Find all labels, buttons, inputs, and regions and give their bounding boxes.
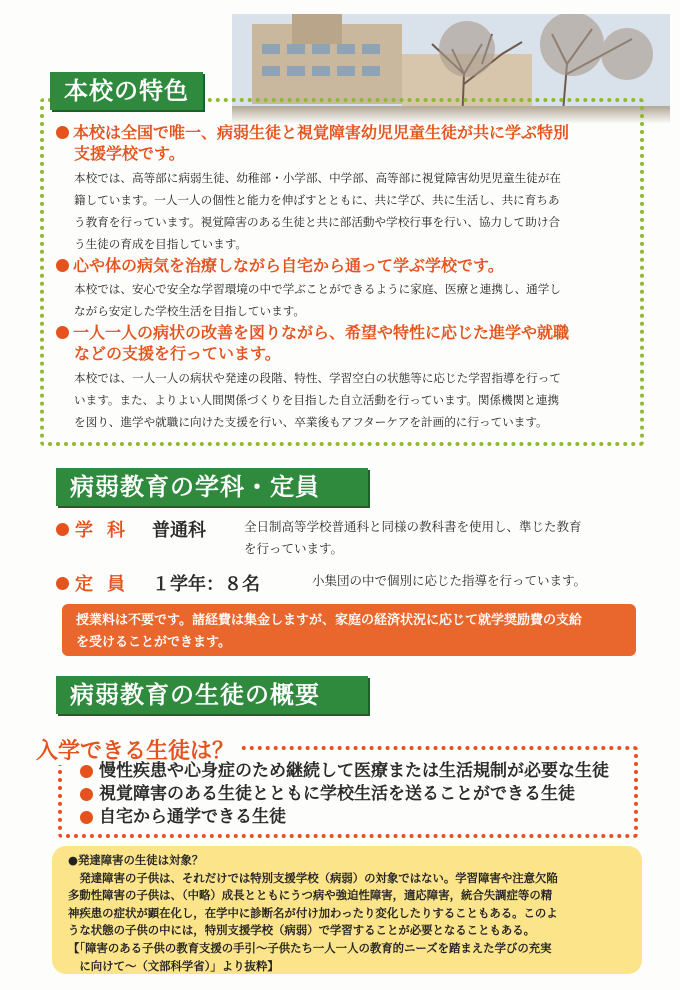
bullet-dot-icon: [80, 765, 93, 778]
list-item: 慢性疾患や心身症のため継続して医療または生活規制が必要な生徒: [80, 760, 630, 783]
bullet-dot-icon: [56, 126, 69, 139]
section-title-course: 病弱教育の学科・定員: [56, 468, 368, 506]
feature-heading-1: 本校は全国で唯一、病弱生徒と視覚障害幼児児童生徒が共に学ぶ特別: [56, 122, 636, 143]
bullet-dot-icon: [80, 811, 93, 824]
course-value: 普通科: [152, 520, 206, 541]
tuition-note: 授業料は不要です。諸経費は集金しますが、家庭の経済状況に応じて就学奨励費の支給 を受けることができます。: [62, 604, 636, 656]
feature-body-2: 本校では、安心で安全な学習環境の中で学ぶことができるように家庭、医療と連携し、通学し ながら安定した学校生活を目指しています。: [74, 282, 561, 318]
section-title-features: 本校の特色: [50, 72, 203, 110]
bullet-dot-icon: [80, 788, 93, 801]
section-title-students: 病弱教育の生徒の概要: [56, 676, 368, 714]
capacity-row: [56, 570, 656, 596]
capacity-value: １学年：８名: [152, 574, 260, 595]
feature-heading-3-cont: などの支援を行っています。: [74, 344, 281, 363]
list-item: 自宅から通学できる生徒: [80, 806, 630, 829]
bullet-dot-icon: [56, 577, 69, 590]
bullet-dot-icon: [56, 326, 69, 339]
list-item: 視覚障害のある生徒とともに学校生活を送ることができる生徒: [80, 783, 630, 806]
capacity-label: 定員: [56, 570, 152, 596]
feature-heading-2: 心や体の病気を治療しながら自宅から通って学ぶ学校です。: [56, 255, 636, 276]
course-label: 学科: [56, 516, 152, 542]
course-row: [56, 516, 646, 560]
bullet-dot-icon: [56, 259, 69, 272]
course-description: 全日制高等学校普通科と同様の教科書を使用し、準じた教育 を行っています。: [244, 519, 582, 556]
feature-heading-1-cont: 支援学校です。: [74, 144, 185, 163]
developmental-disorder-note: ●発達障害の生徒は対象？ 発達障害の子供は、それだけでは特別支援学校（病弱）の対象ではない。学習障害や注意欠陥 多動性障害の子供は、（中略）成長とともにうつ病や強迫性障害，適応障害，統合失調症等の精 神疾患の症状が顕在化し，在学中に診断名が付け加わったり変化したりすることもある。このよ うな状態の子供の中には，特別支援学校（病弱）で学習することが必要となることもある。 【「障害のある子供の教育支援の手引～子供たち一人一人の教育的ニーズを踏まえた学びの充実 に向けて～（文部科学省）」より抜粋】: [52, 846, 642, 974]
eligible-list: [80, 760, 630, 829]
feature-heading-3: 一人一人の病状の改善を図りながら、希望や特性に応じた進学や就職: [56, 322, 636, 343]
capacity-description: 小集団の中で個別に応じた指導を行っています。: [312, 573, 587, 588]
feature-body-1: 本校では、高等部に病弱生徒、幼稚部・小学部、中学部、高等部に視覚障害幼児児童生徒が在 籍しています。一人一人の個性と能力を伸ばすとともに、共に学び、共に生活し、共に育ちあ う教育を行っています。視覚障害のある生徒と共に部活動や学校行事を行い、協力して助け合 う生徒の育成を目指しています。: [74, 171, 561, 251]
features-content: [56, 122, 636, 433]
bullet-dot-icon: [56, 523, 69, 536]
eligible-subtitle: 入学できる生徒は？: [36, 734, 240, 765]
feature-body-3: 本校では、一人一人の病状や発達の段階、特性、学習空白の状態等に応じた学習指導を行って います。また、よりよい人間関係づくりを目指した自立活動を行っています。関係機関と連携 を図り、進学や就職に向けた支援を行い、卒業後もアフターケアを計画的に行っています。: [74, 371, 561, 429]
